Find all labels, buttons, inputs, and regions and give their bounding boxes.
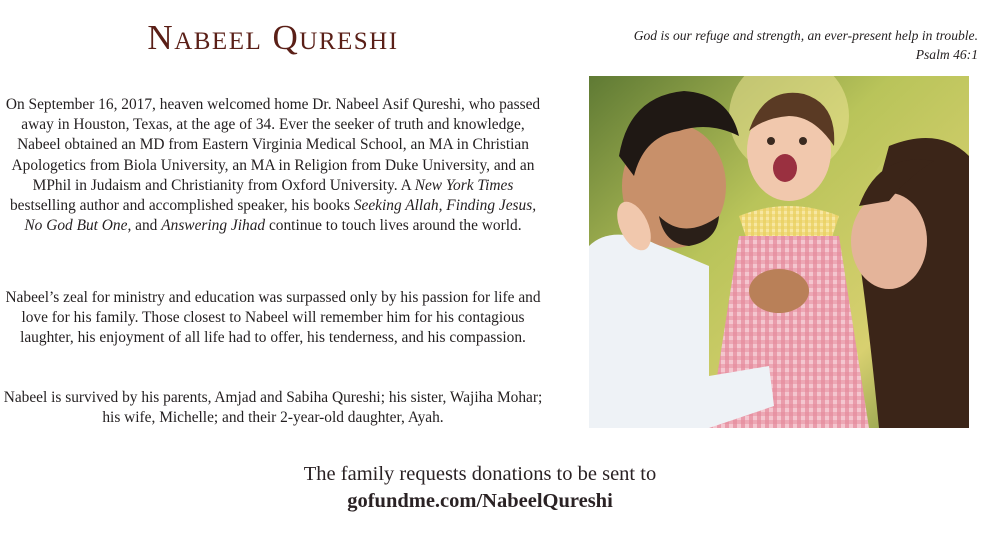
verse-reference: Psalm 46:1 <box>915 46 978 62</box>
scripture-verse <box>570 27 978 64</box>
donation-footer <box>0 461 960 515</box>
tribute-paragraph-2: Nabeel’s zeal for ministry and education was surpassed only by his passion for life and love for his family. Those closest to Nabeel will remember him for his contagious laughter, his enjoyment of all life had to offer, his tenderness, and his compassion. <box>5 289 541 347</box>
page-title: Nabeel Qureshi <box>147 18 399 57</box>
p1-newspaper: New York Times <box>414 176 514 194</box>
family-photo-illustration <box>589 76 969 428</box>
p1-text-d: continue to touch lives around the world. <box>265 217 522 235</box>
p1-text-b: bestselling author and accomplished speaker, his books <box>9 197 354 215</box>
donation-link[interactable]: gofundme.com/NabeelQureshi <box>347 490 613 512</box>
family-photo <box>589 76 969 428</box>
verse-text: God is our refuge and strength, an ever-present help in trouble. <box>633 28 978 43</box>
tribute-paragraph-3: Nabeel is survived by his parents, Amjad and Sabiha Qureshi; his sister, Wajiha Mohar; his wife, Michelle; and their 2-year-old daughter, Ayah. <box>3 389 543 427</box>
p1-book-titles: Seeking Allah, Finding Jesus, No God But One, <box>24 197 537 235</box>
tribute-paragraph-1 <box>0 95 546 236</box>
donation-request: The family requests donations to be sent to <box>303 463 657 485</box>
p1-text-c: and <box>131 217 162 235</box>
p1-book-title-3: Answering Jihad <box>161 217 266 235</box>
p1-text-a: On September 16, 2017, heaven welcomed home Dr. Nabeel Asif Qureshi, who passed away in Houston, Texas, at the age of 34. Ever the seeker of truth and knowledge, Nabeel obtained an MD from Eastern Virginia Medical School, an MA in Christian Apologetics from Biola University, an MA in Religion from Duke University, and an MPhil in Judaism and Christianity from Oxford University. A <box>5 96 541 194</box>
